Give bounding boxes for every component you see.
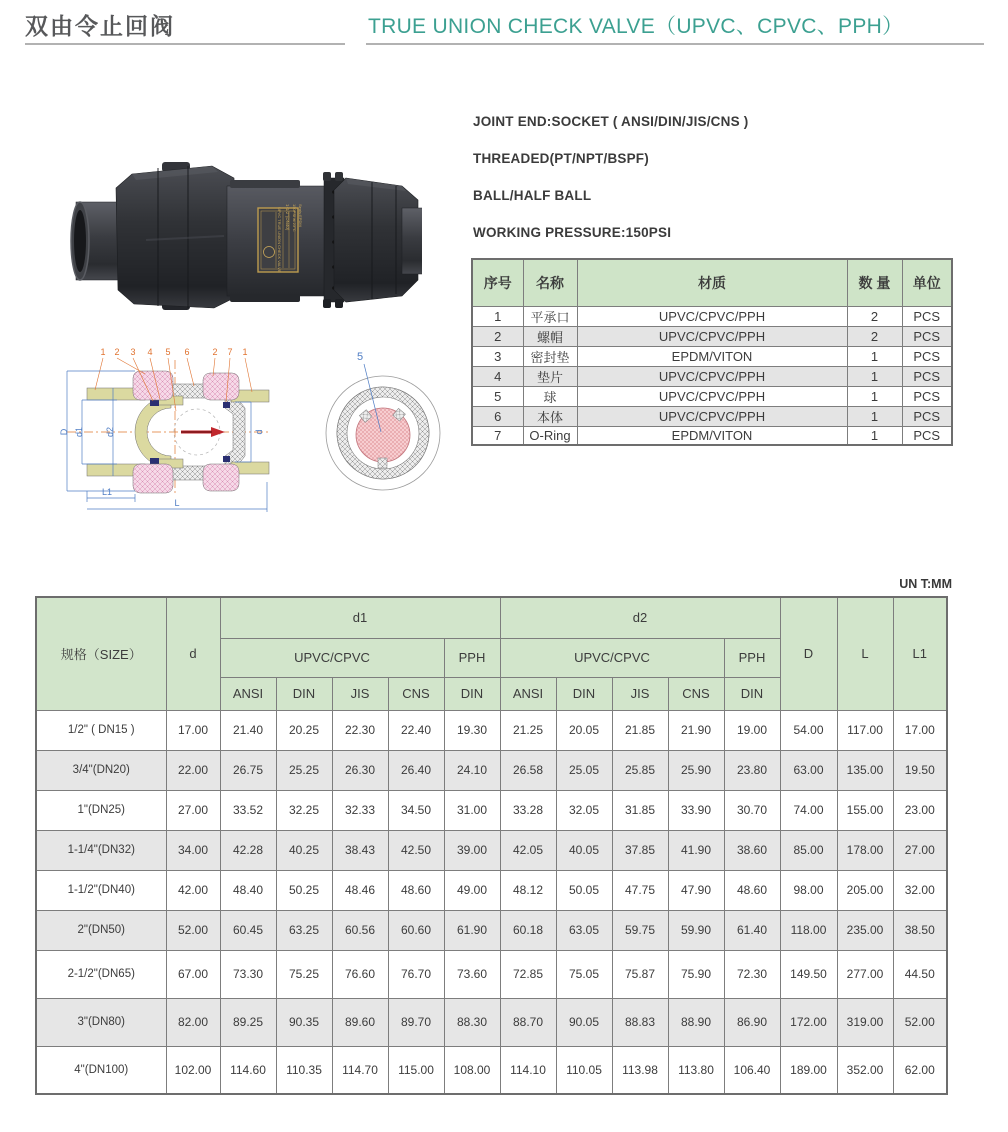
table-cell: 19.50	[893, 750, 947, 790]
table-cell: PCS	[902, 306, 952, 326]
table-cell: 22.30	[332, 710, 388, 750]
dim-std-ansi-1: ANSI	[220, 677, 276, 710]
parts-col-qty: 数 量	[847, 259, 902, 306]
dim-std-din-2: DIN	[556, 677, 612, 710]
table-cell: 20.25	[276, 710, 332, 750]
dim-label-d2: d2	[105, 426, 115, 438]
table-cell: 47.90	[668, 870, 724, 910]
table-cell: 76.70	[388, 950, 444, 998]
table-cell: 26.75	[220, 750, 276, 790]
callout-2: 2	[114, 347, 120, 357]
dim-group-d1: d1	[220, 597, 500, 638]
table-cell: EPDM/VITON	[577, 346, 847, 366]
table-cell: 108.00	[444, 1046, 500, 1094]
table-cell: 114.60	[220, 1046, 276, 1094]
table-cell: 52.00	[166, 910, 220, 950]
table-cell: 60.60	[388, 910, 444, 950]
dim-group-upvc-2: UPVC/CPVC	[500, 638, 724, 677]
table-cell: 114.70	[332, 1046, 388, 1094]
valve-label-line: Seals:EPDM	[298, 204, 303, 227]
table-row	[472, 426, 952, 445]
table-cell: 74.00	[780, 790, 837, 830]
table-cell: 155.00	[837, 790, 893, 830]
dim-col-D: D	[780, 597, 837, 710]
table-cell: 5	[472, 386, 523, 406]
dim-group-d2: d2	[500, 597, 780, 638]
dim-std-pphdin-1: DIN	[444, 677, 500, 710]
table-cell: 67.00	[166, 950, 220, 998]
table-cell: UPVC/CPVC/PPH	[577, 306, 847, 326]
parts-table-header-row	[472, 259, 952, 306]
table-cell: 4	[472, 366, 523, 386]
table-cell: 27.00	[166, 790, 220, 830]
callout-1: 1	[100, 347, 106, 357]
table-cell: 60.56	[332, 910, 388, 950]
dim-std-din-1: DIN	[276, 677, 332, 710]
table-cell: 26.30	[332, 750, 388, 790]
table-cell: 32.25	[276, 790, 332, 830]
table-cell: 61.90	[444, 910, 500, 950]
dim-label-D: D	[59, 428, 69, 436]
table-cell: 32.00	[893, 870, 947, 910]
table-cell: 6	[472, 406, 523, 426]
table-cell: 44.50	[893, 950, 947, 998]
table-row	[472, 386, 952, 406]
table-cell: 102.00	[166, 1046, 220, 1094]
table-cell: 30.70	[724, 790, 780, 830]
table-cell: 235.00	[837, 910, 893, 950]
table-cell: PCS	[902, 426, 952, 445]
dim-std-jis-1: JIS	[332, 677, 388, 710]
table-cell: EPDM/VITON	[577, 426, 847, 445]
header-divider-left	[25, 43, 345, 45]
callout-6: 6	[184, 347, 190, 357]
table-cell: PCS	[902, 366, 952, 386]
table-cell: 60.45	[220, 910, 276, 950]
spec-text-block	[473, 114, 748, 262]
table-cell: 22.40	[388, 710, 444, 750]
dim-group-upvc-1: UPVC/CPVC	[220, 638, 444, 677]
table-cell: 24.10	[444, 750, 500, 790]
table-cell: 117.00	[837, 710, 893, 750]
table-cell: 98.00	[780, 870, 837, 910]
drawing-end-view	[326, 351, 440, 490]
table-cell: 62.00	[893, 1046, 947, 1094]
dim-group-pph-2: PPH	[724, 638, 780, 677]
table-cell: 40.05	[556, 830, 612, 870]
table-cell: 34.50	[388, 790, 444, 830]
parts-col-name: 名称	[523, 259, 577, 306]
table-cell: 本体	[523, 406, 577, 426]
valve-gold-label	[258, 204, 303, 273]
table-cell: 23.00	[893, 790, 947, 830]
table-cell: 42.05	[500, 830, 556, 870]
table-cell: 球	[523, 386, 577, 406]
table-cell: 1/2" ( DN15 )	[36, 710, 166, 750]
table-cell: 73.30	[220, 950, 276, 998]
table-cell: 189.00	[780, 1046, 837, 1094]
table-cell: 31.00	[444, 790, 500, 830]
table-cell: 73.60	[444, 950, 500, 998]
table-cell: 38.43	[332, 830, 388, 870]
table-cell: 21.90	[668, 710, 724, 750]
table-cell: 37.85	[612, 830, 668, 870]
table-cell: 113.80	[668, 1046, 724, 1094]
table-cell: 205.00	[837, 870, 893, 910]
table-cell: 90.35	[276, 998, 332, 1046]
dim-std-ansi-2: ANSI	[500, 677, 556, 710]
table-cell: 47.75	[612, 870, 668, 910]
table-cell: 21.85	[612, 710, 668, 750]
dim-label-d: d	[254, 429, 264, 435]
table-cell: 72.30	[724, 950, 780, 998]
table-cell: 垫片	[523, 366, 577, 386]
table-cell: 50.05	[556, 870, 612, 910]
table-row	[36, 830, 947, 870]
callout-5: 5	[165, 347, 171, 357]
table-cell: 90.05	[556, 998, 612, 1046]
valve-label-line: 1-1/2"(DN40)	[285, 204, 290, 231]
table-cell: 1	[847, 366, 902, 386]
table-row	[36, 998, 947, 1046]
table-cell: UPVC/CPVC/PPH	[577, 366, 847, 386]
table-cell: 2	[472, 326, 523, 346]
table-cell: 3"(DN80)	[36, 998, 166, 1046]
drawing-ball-and-flow	[174, 409, 225, 455]
table-cell: 110.05	[556, 1046, 612, 1094]
table-row	[472, 326, 952, 346]
table-cell: 352.00	[837, 1046, 893, 1094]
table-cell: 38.60	[724, 830, 780, 870]
table-cell: 75.25	[276, 950, 332, 998]
dim-group-pph-1: PPH	[444, 638, 500, 677]
spec-joint-end: JOINT END:SOCKET ( ANSI/DIN/JIS/CNS )	[473, 114, 749, 129]
table-cell: 75.05	[556, 950, 612, 998]
table-cell: 277.00	[837, 950, 893, 998]
dim-std-jis-2: JIS	[612, 677, 668, 710]
table-cell: 48.60	[388, 870, 444, 910]
callout-7: 7	[227, 347, 233, 357]
table-cell: PCS	[902, 326, 952, 346]
table-cell: 1	[847, 386, 902, 406]
table-cell: 19.30	[444, 710, 500, 750]
table-cell: 63.25	[276, 910, 332, 950]
table-cell: 2"(DN50)	[36, 910, 166, 950]
dim-label-L: L	[174, 498, 180, 508]
table-cell: 39.00	[444, 830, 500, 870]
callout-4: 4	[147, 347, 153, 357]
table-cell: 32.33	[332, 790, 388, 830]
table-cell: 31.85	[612, 790, 668, 830]
table-cell: 41.90	[668, 830, 724, 870]
table-cell: 26.58	[500, 750, 556, 790]
table-cell: 螺帽	[523, 326, 577, 346]
table-cell: 86.90	[724, 998, 780, 1046]
table-cell: 21.40	[220, 710, 276, 750]
table-cell: 平承口	[523, 306, 577, 326]
table-cell: PCS	[902, 406, 952, 426]
table-row	[472, 366, 952, 386]
table-row	[472, 346, 952, 366]
table-cell: 25.90	[668, 750, 724, 790]
table-row	[36, 750, 947, 790]
table-cell: 88.30	[444, 998, 500, 1046]
table-cell: 135.00	[837, 750, 893, 790]
table-cell: 178.00	[837, 830, 893, 870]
table-cell: 1-1/4"(DN32)	[36, 830, 166, 870]
table-cell: UPVC/CPVC/PPH	[577, 386, 847, 406]
dim-label-L1: L1	[101, 487, 113, 497]
spec-threaded: THREADED(PT/NPT/BSPF)	[473, 151, 649, 166]
dim-col-d: d	[166, 597, 220, 710]
table-cell: PCS	[902, 346, 952, 366]
table-cell: 1-1/2"(DN40)	[36, 870, 166, 910]
table-cell: 42.50	[388, 830, 444, 870]
valve-left-union-nut	[116, 162, 238, 310]
table-cell: 319.00	[837, 998, 893, 1046]
dim-label-d1: d1	[74, 426, 84, 438]
table-cell: 1	[847, 406, 902, 426]
table-cell: 17.00	[893, 710, 947, 750]
table-cell: 50.25	[276, 870, 332, 910]
valve-right-socket	[402, 208, 422, 274]
drawing-callout-numbers	[100, 347, 247, 357]
table-row	[36, 910, 947, 950]
callout-1b: 1	[242, 347, 248, 357]
valve-label-line: UPVC TRUE UNION CHECK VALVE	[277, 207, 282, 273]
table-cell: 2-1/2"(DN65)	[36, 950, 166, 998]
dim-col-size: 规格（SIZE）	[36, 597, 166, 710]
table-cell: 88.70	[500, 998, 556, 1046]
dim-std-cns-1: CNS	[388, 677, 444, 710]
table-cell: UPVC/CPVC/PPH	[577, 326, 847, 346]
valve-product-photo	[62, 128, 422, 343]
table-cell: 48.12	[500, 870, 556, 910]
table-cell: 82.00	[166, 998, 220, 1046]
table-row	[36, 950, 947, 998]
parts-col-index: 序号	[472, 259, 523, 306]
table-row	[36, 710, 947, 750]
dim-std-cns-2: CNS	[668, 677, 724, 710]
callout-2b: 2	[212, 347, 218, 357]
table-cell: 63.00	[780, 750, 837, 790]
table-cell: UPVC/CPVC/PPH	[577, 406, 847, 426]
table-cell: 20.05	[556, 710, 612, 750]
table-cell: 149.50	[780, 950, 837, 998]
table-cell: 3	[472, 346, 523, 366]
table-cell: 26.40	[388, 750, 444, 790]
table-cell: 113.98	[612, 1046, 668, 1094]
table-row	[36, 790, 947, 830]
table-cell: 1	[847, 346, 902, 366]
dimension-table	[35, 596, 948, 1095]
table-cell: 33.28	[500, 790, 556, 830]
unit-note: UN T:MM	[899, 577, 952, 591]
table-row	[36, 1046, 947, 1094]
table-cell: 25.05	[556, 750, 612, 790]
table-cell: 33.52	[220, 790, 276, 830]
page-title-english: TRUE UNION CHECK VALVE（UPVC、CPVC、PPH）	[368, 15, 904, 38]
table-cell: 88.90	[668, 998, 724, 1046]
table-cell: 7	[472, 426, 523, 445]
table-cell: 75.87	[612, 950, 668, 998]
table-cell: 33.90	[668, 790, 724, 830]
table-cell: 25.85	[612, 750, 668, 790]
table-cell: 40.25	[276, 830, 332, 870]
table-cell: 42.00	[166, 870, 220, 910]
table-cell: 63.05	[556, 910, 612, 950]
dim-header-row-1	[36, 597, 947, 638]
table-cell: 88.83	[612, 998, 668, 1046]
table-row	[472, 306, 952, 326]
valve-label-line: 150PSI at 23°C	[292, 204, 297, 232]
parts-col-unit: 单位	[902, 259, 952, 306]
table-cell: 1	[472, 306, 523, 326]
table-cell: 27.00	[893, 830, 947, 870]
table-cell: 106.40	[724, 1046, 780, 1094]
table-cell: 52.00	[893, 998, 947, 1046]
table-cell: 22.00	[166, 750, 220, 790]
table-cell: 59.75	[612, 910, 668, 950]
table-row	[472, 406, 952, 426]
table-cell: 54.00	[780, 710, 837, 750]
table-cell: 60.18	[500, 910, 556, 950]
table-cell: 2	[847, 326, 902, 346]
table-cell: 89.25	[220, 998, 276, 1046]
table-cell: 110.35	[276, 1046, 332, 1094]
table-cell: 42.28	[220, 830, 276, 870]
table-cell: PCS	[902, 386, 952, 406]
spec-working-pressure: WORKING PRESSURE:150PSI	[473, 225, 672, 240]
table-cell: 85.00	[780, 830, 837, 870]
table-cell: 89.60	[332, 998, 388, 1046]
table-cell: 118.00	[780, 910, 837, 950]
table-cell: 25.25	[276, 750, 332, 790]
table-cell: 21.25	[500, 710, 556, 750]
table-cell: 172.00	[780, 998, 837, 1046]
table-cell: 115.00	[388, 1046, 444, 1094]
table-cell: 48.40	[220, 870, 276, 910]
table-cell: 76.60	[332, 950, 388, 998]
table-cell: 密封垫	[523, 346, 577, 366]
parts-col-material: 材质	[577, 259, 847, 306]
table-cell: 4"(DN100)	[36, 1046, 166, 1094]
table-cell: 114.10	[500, 1046, 556, 1094]
table-cell: 89.70	[388, 998, 444, 1046]
table-cell: 49.00	[444, 870, 500, 910]
spec-ball: BALL/HALF BALL	[473, 188, 592, 203]
table-cell: 72.85	[500, 950, 556, 998]
table-cell: 59.90	[668, 910, 724, 950]
dim-col-L: L	[837, 597, 893, 710]
page-title-chinese: 双由令止回阀	[25, 13, 175, 39]
table-cell: 75.90	[668, 950, 724, 998]
table-row	[36, 870, 947, 910]
table-cell: 2	[847, 306, 902, 326]
parts-table	[471, 258, 953, 446]
end-view-callout-5: 5	[356, 351, 364, 363]
dim-std-pphdin-2: DIN	[724, 677, 780, 710]
table-cell: 38.50	[893, 910, 947, 950]
table-cell: 19.00	[724, 710, 780, 750]
table-cell: 34.00	[166, 830, 220, 870]
table-cell: O-Ring	[523, 426, 577, 445]
technical-drawing	[55, 344, 455, 516]
table-cell: 17.00	[166, 710, 220, 750]
table-cell: 61.40	[724, 910, 780, 950]
table-cell: 1	[847, 426, 902, 445]
dim-col-L1: L1	[893, 597, 947, 710]
table-cell: 32.05	[556, 790, 612, 830]
callout-3: 3	[130, 347, 136, 357]
table-cell: 23.80	[724, 750, 780, 790]
table-cell: 3/4"(DN20)	[36, 750, 166, 790]
table-cell: 48.60	[724, 870, 780, 910]
header-divider-right	[366, 43, 984, 45]
table-cell: 1"(DN25)	[36, 790, 166, 830]
table-cell: 48.46	[332, 870, 388, 910]
